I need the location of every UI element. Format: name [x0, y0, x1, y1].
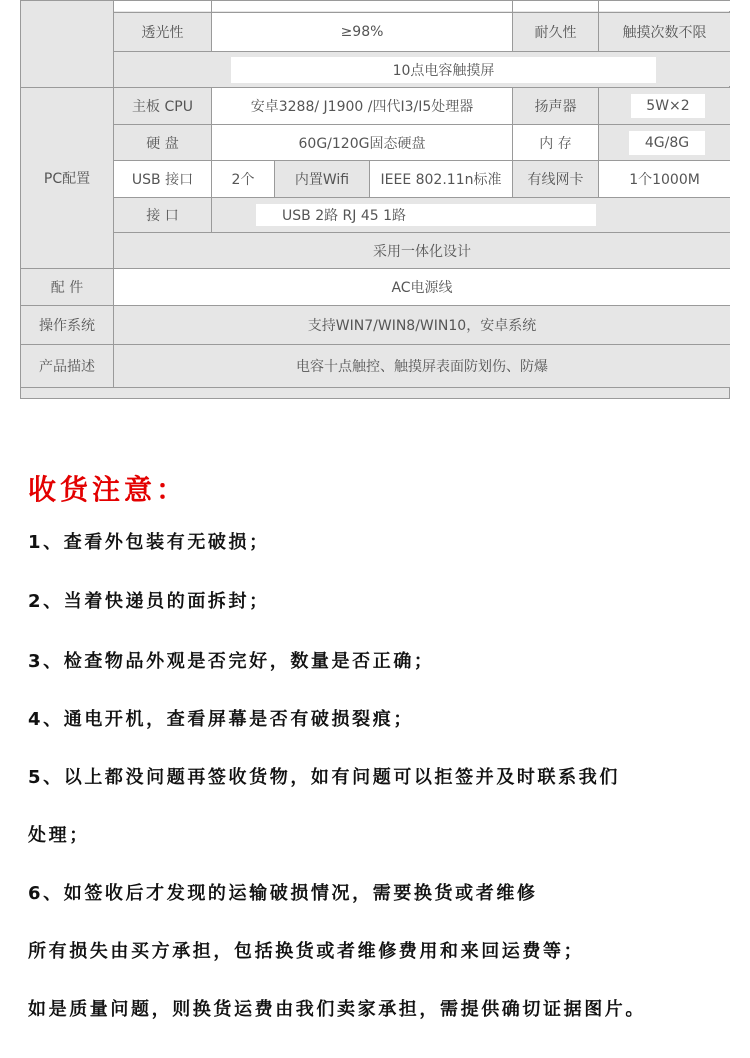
- notice-line: 6、如签收后才发现的运输破损情况，需要换货或者维修: [28, 883, 538, 904]
- durability-value: 触摸次数不限: [599, 13, 730, 51]
- notice-line: 3、检查物品外观是否完好，数量是否正确；: [28, 651, 435, 672]
- speaker-value: 5W×2: [631, 94, 705, 118]
- wifi-label: 内置Wifi: [275, 161, 369, 197]
- os-label: 操作系统: [21, 306, 113, 344]
- lan-value: 1个1000M: [599, 161, 730, 197]
- cpu-value: 安卓3288/ J1900 /四代I3/I5处理器: [212, 88, 512, 124]
- notice-line: 4、通电开机，查看屏幕是否有破损裂痕；: [28, 709, 414, 730]
- lan-label: 有线网卡: [513, 161, 598, 197]
- notice-line: 1、查看外包装有无破损；: [28, 532, 270, 553]
- usb-label: USB 接口: [114, 161, 211, 197]
- grid-line: [369, 161, 370, 197]
- touch-note: 10点电容触摸屏: [231, 57, 656, 83]
- notice-line: 5、以上都没问题再签收货物，如有问题可以拒签并及时联系我们: [28, 767, 620, 788]
- accessory-label: 配 件: [21, 269, 113, 305]
- memory-label: 内 存: [513, 125, 598, 160]
- cpu-label: 主板 CPU: [114, 88, 211, 124]
- grid-line: [211, 1, 212, 51]
- speaker-label: 扬声器: [513, 88, 598, 124]
- grid-line: [114, 160, 730, 161]
- grid-line: [114, 197, 730, 198]
- transmittance-label: 透光性: [114, 13, 211, 51]
- grid-line: [21, 268, 730, 269]
- usb-count: 2个: [212, 161, 274, 197]
- grid-line: [21, 344, 730, 345]
- grid-line: [114, 124, 730, 125]
- grid-line: [21, 305, 730, 306]
- transmittance-value: ≥98%: [212, 13, 512, 51]
- accessory-value: AC电源线: [114, 269, 730, 305]
- desc-label: 产品描述: [21, 345, 113, 387]
- grid-line: [598, 88, 599, 197]
- wifi-value: IEEE 802.11n标准: [370, 161, 512, 197]
- memory-value: 4G/8G: [629, 131, 705, 155]
- grid-line: [114, 12, 730, 13]
- notice-title: 收货注意：: [28, 473, 189, 506]
- notice-line: 如是质量问题，则换货运费由我们卖家承担，需提供确切证据图片。: [28, 999, 646, 1020]
- grid-line: [114, 51, 730, 52]
- grid-line: [21, 87, 730, 88]
- disk-label: 硬 盘: [114, 125, 211, 160]
- desc-value: 电容十点触控、触摸屏表面防划伤、防爆: [114, 345, 730, 387]
- ports-value: USB 2路 RJ 45 1路: [256, 204, 596, 226]
- notice-line: 所有损失由买方承担，包括换货或者维修费用和来回运费等；: [28, 941, 585, 962]
- grid-line: [598, 1, 599, 51]
- pc-section-label: PC配置: [21, 88, 113, 268]
- spec-table: [20, 0, 730, 399]
- grid-line: [512, 88, 513, 197]
- notice-line: 2、当着快递员的面拆封；: [28, 591, 270, 612]
- design-note: 采用一体化设计: [114, 233, 730, 268]
- durability-label: 耐久性: [513, 13, 598, 51]
- os-value: 支持WIN7/WIN8/WIN10，安卓系统: [114, 306, 730, 344]
- grid-line: [21, 387, 730, 388]
- disk-value: 60G/120G固态硬盘: [212, 125, 512, 160]
- top-partial-row: [114, 1, 730, 11]
- grid-line: [274, 161, 275, 197]
- notice-line: 处理；: [28, 825, 90, 846]
- grid-line: [512, 1, 513, 51]
- grid-line: [113, 1, 114, 387]
- grid-line: [114, 232, 730, 233]
- ports-label: 接 口: [114, 198, 211, 232]
